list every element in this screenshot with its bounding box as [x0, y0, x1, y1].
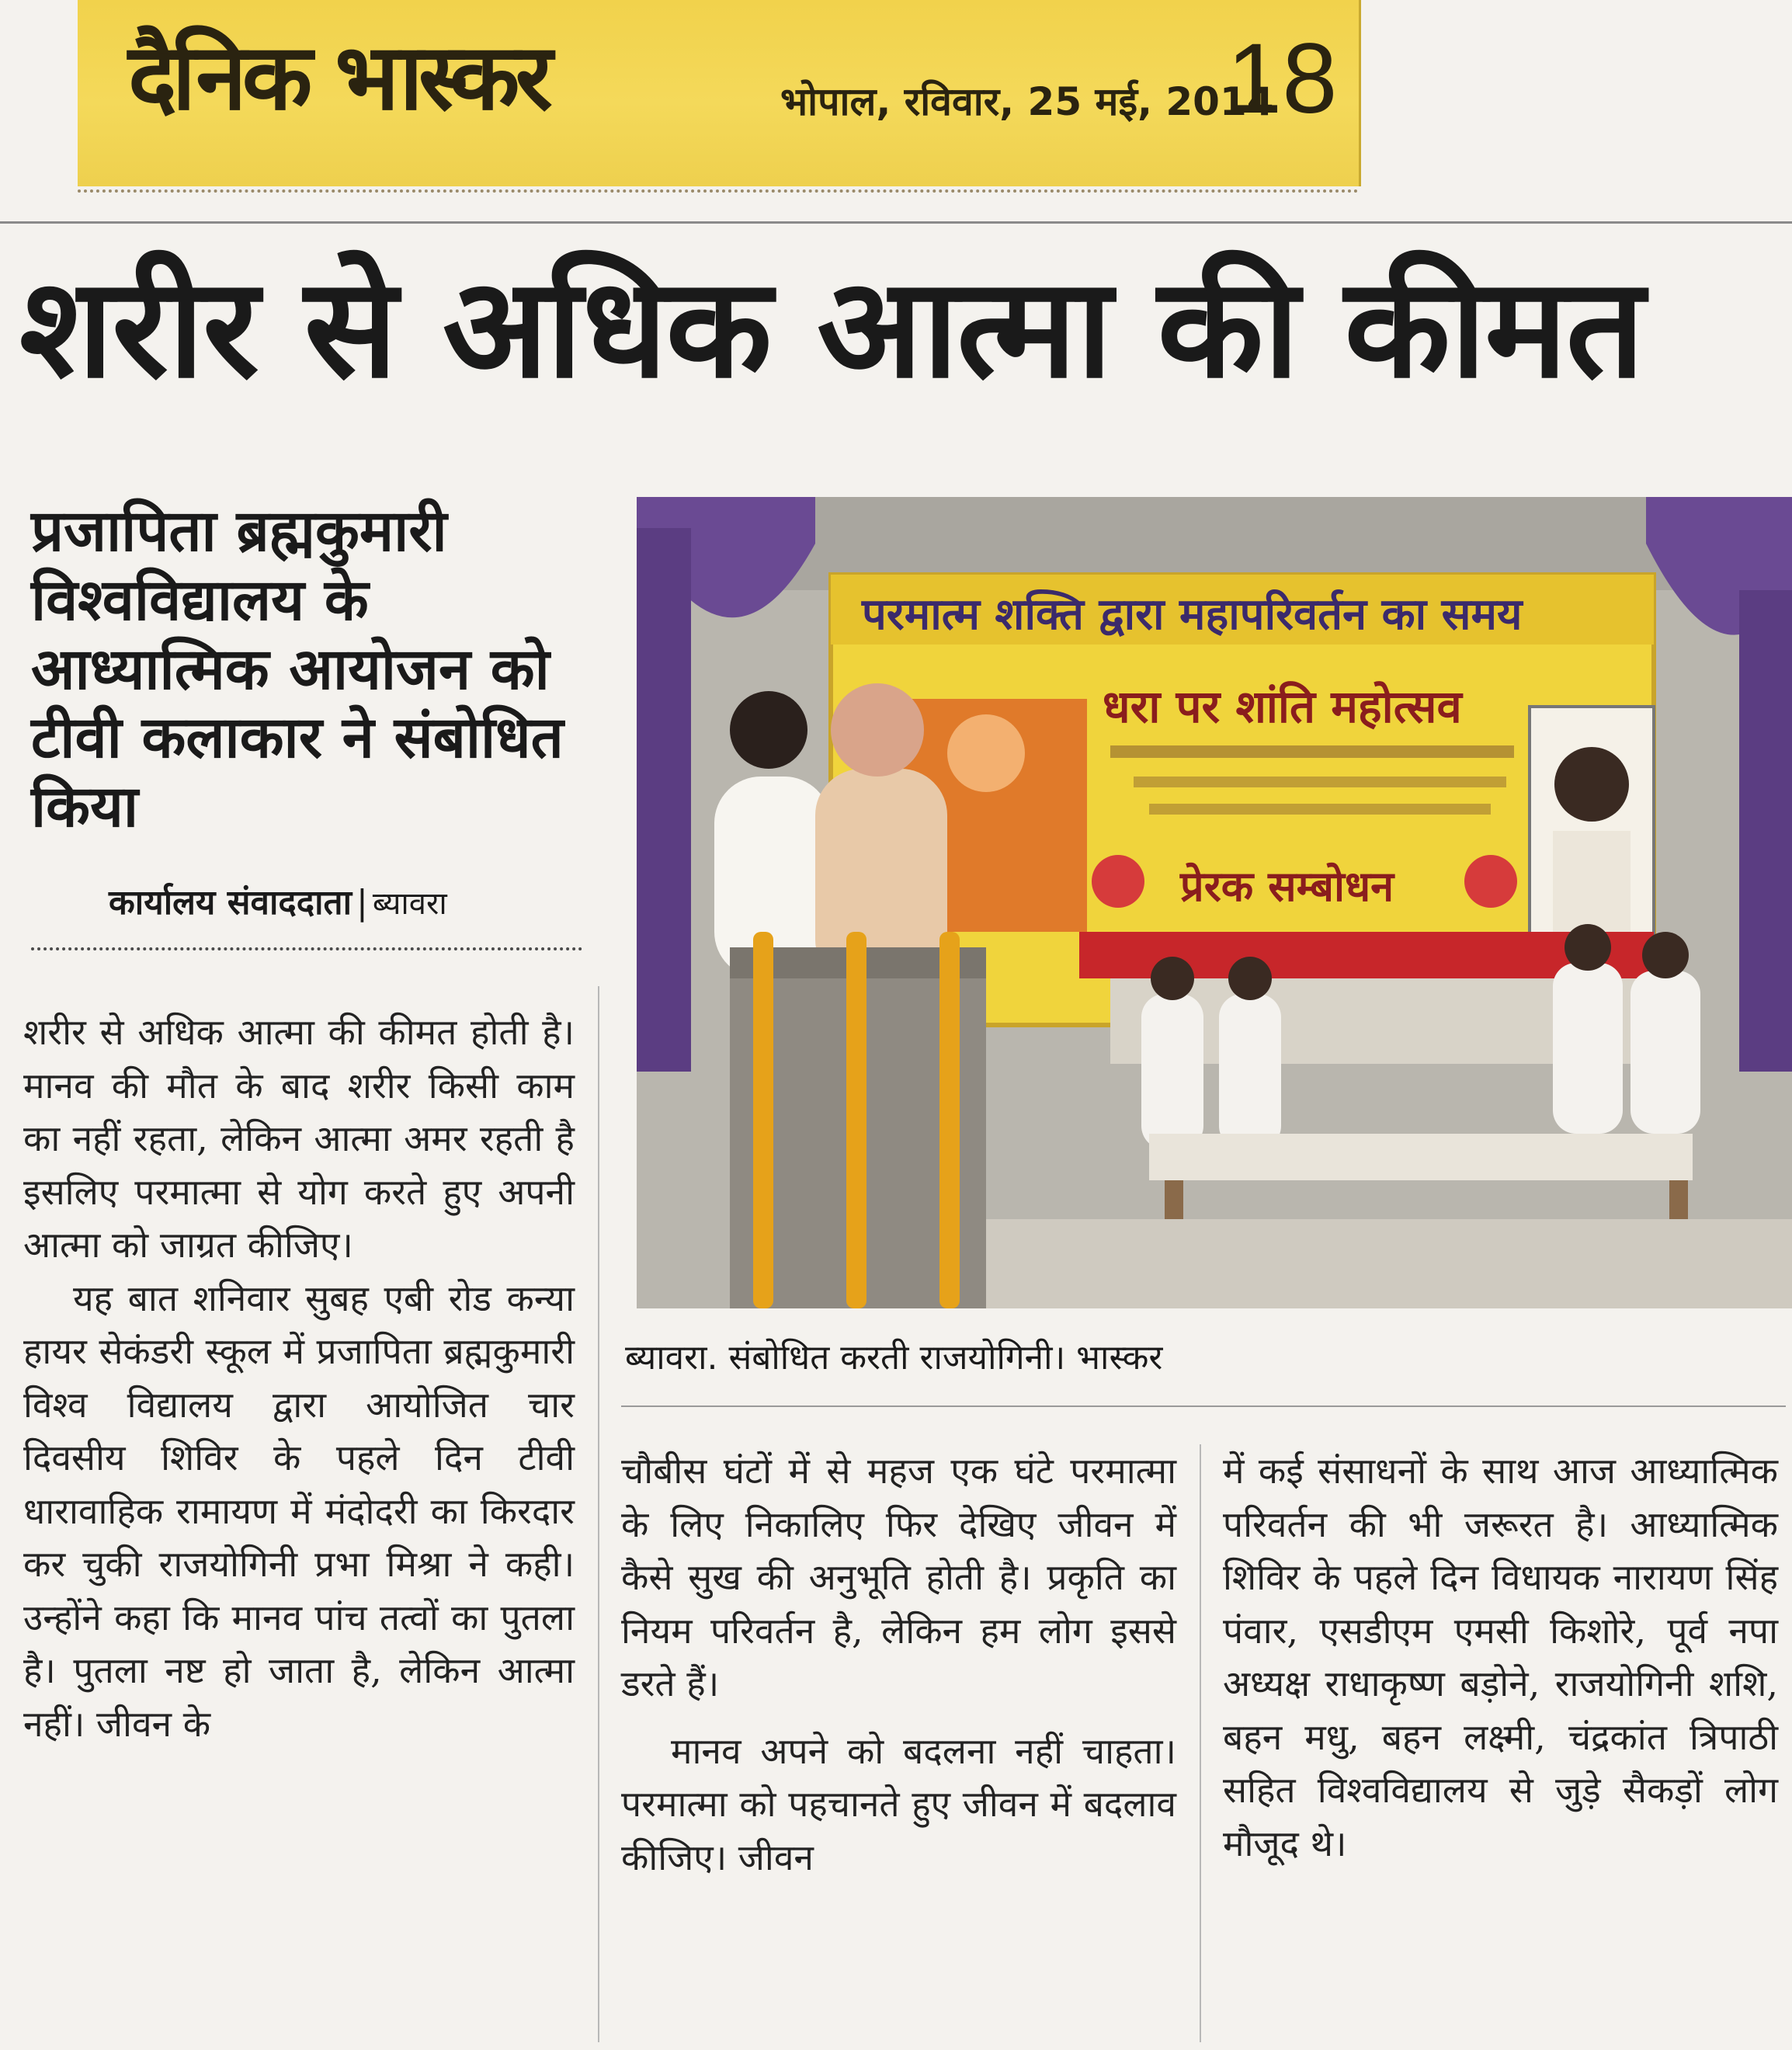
- newspaper-logo: दैनिक भास्कर: [128, 23, 548, 130]
- article-headline: शरीर से अधिक आत्मा की कीमत: [19, 248, 1644, 408]
- byline-divider: [31, 947, 582, 950]
- byline-author: कार्यालय संवाददाता: [109, 883, 352, 922]
- page-number: 18: [1227, 23, 1338, 134]
- column-2-paragraph-1: चौबीस घंटों में से महज एक घंटे परमात्मा के लिए निकालिए फिर देखिए जीवन में कैसे सुख की अनुभूति होती है। प्रकृति का नियम परिवर्तन है, लेकिन हम लोग इससे डरते हैं।: [621, 1450, 1176, 1705]
- column-1-paragraph-1: शरीर से अधिक आत्मा की कीमत होती है। मानव की मौत के बाद शरीर किसी काम का नहीं रहता, लेकिन आत्मा अमर रहती है इसलिए परमात्मा से योग करते हुए अपनी आत्मा को जाग्रत कीजिए।: [23, 1011, 575, 1266]
- column-2-paragraph-2: मानव अपने को बदलना नहीं चाहता। परमात्मा को पहचानते हुए जीवन में बदलाव कीजिए। जीवन: [621, 1729, 1176, 1878]
- column-divider: [598, 986, 599, 2042]
- banner-festival-text: धरा पर शांति महोत्सव: [1103, 680, 1462, 733]
- banner-title-text: परमात्म शक्ति द्वारा महापरिवर्तन का समय: [862, 589, 1523, 640]
- byline-place: ब्यावरा: [372, 886, 447, 922]
- masthead: [78, 0, 1361, 186]
- byline: [109, 877, 447, 924]
- dateline: भोपाल, रविवार, 25 मई, 2014: [780, 79, 1274, 124]
- column-divider: [1200, 1444, 1201, 2042]
- article-column-2: [621, 1444, 1176, 1884]
- article-deck: प्रजापिता ब्रह्मकुमारी विश्वविद्यालय के आध्यात्मिक आयोजन को टीवी कलाकार ने संबोधित किया: [31, 498, 564, 841]
- masthead-divider: [78, 189, 1359, 193]
- article-column-3: [1223, 1444, 1778, 1870]
- byline-separator: |: [356, 883, 368, 922]
- caption-rule: [621, 1405, 1786, 1407]
- article-column-1: [23, 1006, 575, 1750]
- photo-caption: ब्यावरा. संबोधित करती राजयोगिनी। भास्कर: [625, 1338, 1163, 1378]
- column-3-paragraph-1: में कई संसाधनों के साथ आज आध्यात्मिक परिवर्तन की भी जरूरत है। आध्यात्मिक शिविर के पहले दिन विधायक नारायण सिंह पंवार, एसडीएम एमसी किशोरे, पूर्व नपा अध्यक्ष राधाकृष्ण बड़ोने, राजयोगिनी शशि, बहन मधु, बहन लक्ष्मी, चंद्रकांत त्रिपाठी सहित विश्वविद्यालय से जुड़े सैकड़ों लोग मौजूद थे।: [1223, 1450, 1778, 1864]
- banner-subtitle-text: प्रेरक सम्बोधन: [1180, 862, 1394, 911]
- top-rule: [0, 221, 1792, 224]
- article-photo: [637, 497, 1792, 1308]
- column-1-paragraph-2: यह बात शनिवार सुबह एबी रोड कन्या हायर सेकंडरी स्कूल में प्रजापिता ब्रह्मकुमारी विश्व विद्यालय द्वारा आयोजित चार दिवसीय शिविर के पहले दिन टीवी धारावाहिक रामायण में मंदोदरी का किरदार कर चुकी राजयोगिनी प्रभा मिश्रा ने कही। उन्होंने कहा कि मानव पांच तत्वों का पुतला है। पुतला नष्ट हो जाता है, लेकिन आत्मा नहीं। जीवन के: [23, 1277, 575, 1745]
